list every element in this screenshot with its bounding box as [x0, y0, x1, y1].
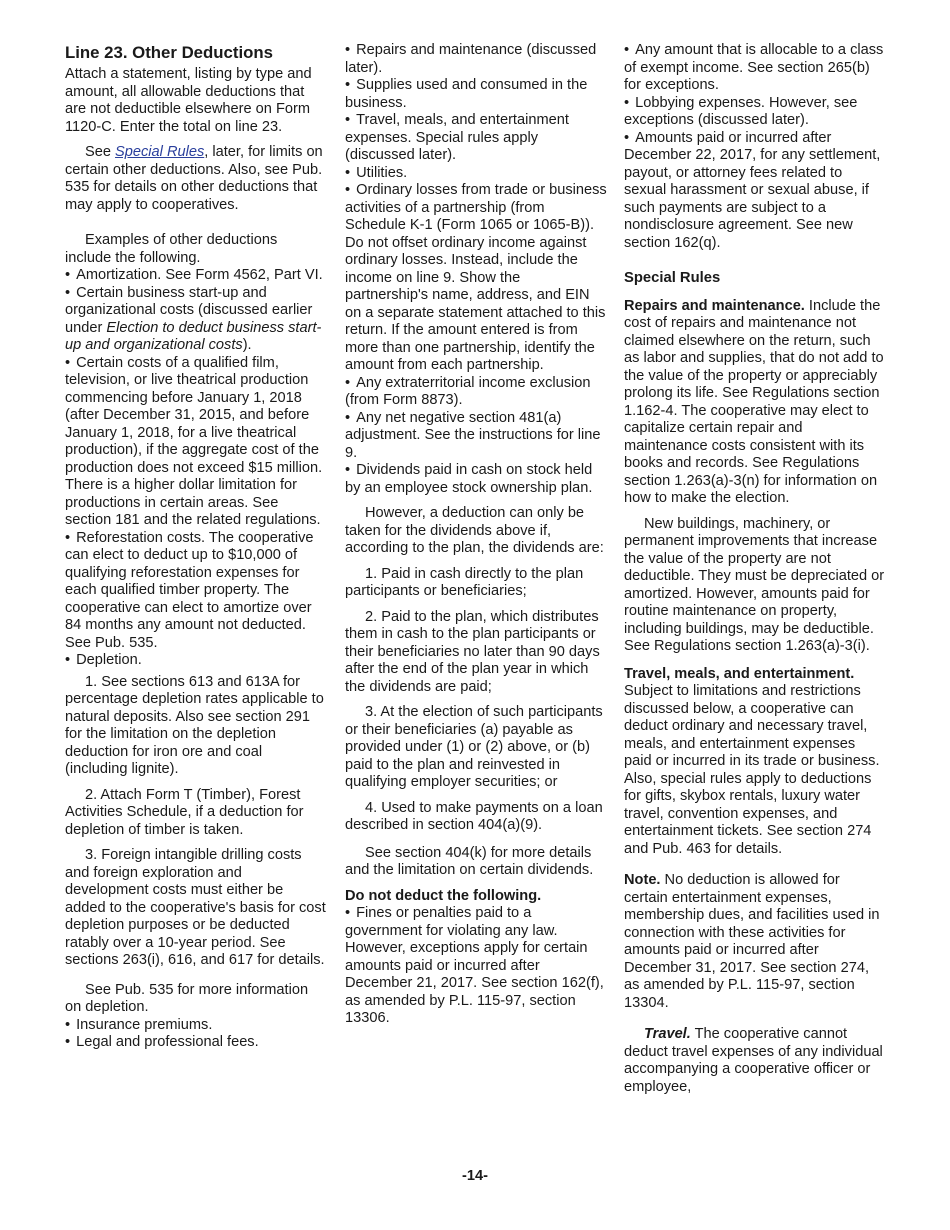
page-number: -14- [462, 1168, 488, 1184]
do-not-deduct-heading: Do not deduct the following. [345, 887, 542, 904]
repairs-text: Include the cost of repairs and maintenance not claimed elsewhere on the return, such as labor and supplies, that do not add to the value of the property or appreciably prolong its life. See Regulations section 1.162-4. The cooperative may elect to capitalize certain repair and maintenance costs consistent with its books and records. See Regulations section 1.263(a)-3(n) for information on how to make the election. [624, 297, 884, 506]
startup-italic-ref: Election to deduct business start-up and organizational costs [65, 319, 322, 353]
see-404k-paragraph: See section 404(k) for more details and the limitation on certain dividends. [345, 844, 594, 878]
bullet-supplies: • Supplies used and consumed in the business. [345, 77, 607, 112]
bullet-lobbying: • Lobbying expenses. However, see exceptions (discussed later). [624, 95, 886, 130]
bullet-insurance: • Insurance premiums. [65, 1017, 327, 1035]
dividend-condition-4: 4. Used to make payments on a loan described in section 404(a)(9). [345, 799, 603, 833]
bullet-legal-fees: • Legal and professional fees. [65, 1034, 327, 1052]
bullet-repairs: • Repairs and maintenance (discussed later). [345, 42, 607, 77]
examples-paragraph: Examples of other deductions include the following. [65, 232, 278, 266]
dividend-condition-3: 3. At the election of such participants or their beneficiaries (a) payable as provided under (1) or (2) above, or (b) paid to the plan and reinvested in qualifying employer securities; or [345, 704, 603, 790]
bullet-film-costs: • Certain costs of a qualified film, television, or live theatrical production commencing before January 1, 2018 (after December 31, 2015, and before January 1, 2018, for a live theatrical production), if the aggregate cost of the production does not exceed $15 million. There is a higher dollar limitation for productions in certain areas. See section 181 and the related regulations. [65, 355, 327, 530]
bullet-harassment-settlements: • Amounts paid or incurred after December 22, 2017, for any settlement, payout, or attorney fees related to sexual harassment or sexual abuse, if such payments are subject to a nondisclosure agreement. See new section 162(q). [624, 130, 886, 253]
note-label: Note. [624, 872, 661, 888]
however-paragraph: However, a deduction can only be taken for the dividends above if, according to the plan, the dividends are: [345, 505, 604, 556]
see-special-rules-paragraph [65, 144, 327, 214]
column-3 [624, 42, 886, 1104]
see-prefix: See [85, 144, 116, 160]
section-heading-line-23: Line 23. Other Deductions [65, 43, 273, 62]
note-text: No deduction is allowed for certain entertainment expenses, membership dues, and facilities used in connection with these activities for amounts paid or incurred after December 31, 2017. See section 274, as amended by P.L. 115-97, section 13304. [624, 872, 880, 1011]
bullet-reforestation: • Reforestation costs. The cooperative can elect to deduct up to $10,000 of qualifying reforestation expenses for each qualified timber property. The cooperative can elect to amortize over 84 months any amount not deducted. See Pub. 535. [65, 530, 327, 653]
intro-paragraph: Attach a statement, listing by type and amount, all allowable deductions that are not deductible elsewhere on Form 1120-C. Enter the total on line 23. [65, 66, 312, 135]
startup-text-end: ). [242, 337, 252, 353]
bullet-utilities: • Utilities. [345, 165, 607, 183]
startup-text: Certain business start-up and organizational costs (discussed earlier under [65, 284, 313, 336]
travel-paragraph [624, 1026, 886, 1096]
bullet-extraterritorial: • Any extraterritorial income exclusion (from Form 8873). [345, 375, 607, 410]
travel-subheading: Travel. [644, 1026, 691, 1042]
depletion-item-2: 2. Attach Form T (Timber), Forest Activities Schedule, if a deduction for depletion of timber is taken. [65, 786, 304, 838]
depletion-item-1: 1. See sections 613 and 613A for percentage depletion rates applicable to natural deposits. Also see section 291 for the limitation on the depletion deduction for iron ore and coal (including lignite). [65, 673, 324, 777]
repairs-subheading: Repairs and maintenance. [624, 297, 805, 314]
bullet-esop-dividends: • Dividends paid in cash on stock held by an employee stock ownership plan. [345, 462, 607, 497]
bullet-fines: • Fines or penalties paid to a government for violating any law. However, exceptions apply for certain amounts paid or incurred after December 21, 2017. See section 162(f), as amended by P.L. 115-97, section 13306. [345, 905, 607, 1028]
travel-meals-paragraph [624, 666, 886, 859]
see-suffix: , later, for limits on certain other deductions. Also, see Pub. 535 for details on other deductions that may apply to cooperatives. [65, 144, 323, 213]
new-buildings-paragraph: New buildings, machinery, or permanent improvements that increase the value of the property are not deductible. They must be depreciated or amortized. However, amounts paid for routine maintenance on property, including buildings, may be deductible. See Regulations section 1.263(a)-3(i). [624, 515, 885, 654]
bullet-travel: • Travel, meals, and entertainment expenses. Special rules apply (discussed later). [345, 112, 607, 165]
special-rules-heading: Special Rules [624, 270, 721, 286]
bullet-481a: • Any net negative section 481(a) adjustment. See the instructions for line 9. [345, 410, 607, 463]
travel-meals-text: Subject to limitations and restrictions discussed below, a cooperative can deduct ordinary and necessary travel, meals, and entertainment expenses paid or incurred in its trade or business. Also, special rules apply to deductions for gifts, skybox rentals, luxury water travel, convention expenses, and entertainment tickets. See section 274 and Pub. 463 for details. [624, 683, 880, 857]
special-rules-link[interactable]: Special Rules [115, 144, 205, 160]
bullet-partnership-losses: • Ordinary losses from trade or business activities of a partnership (from Schedule K-1 (Form 1065 or 1065-B)). Do not offset ordinary income against ordinary losses. Instead, include the income on line 9. Show the partnership's name, address, and EIN on a separate statement attached to this return. If the amount entered is from more than one partnership, identify the amount from each partnership. [345, 182, 607, 375]
dividend-condition-2: 2. Paid to the plan, which distributes them in cash to the plan participants or their beneficiaries no later than 90 days after the end of the plan year in which the dividends are paid; [345, 608, 600, 695]
column-2 [345, 42, 607, 1028]
column-1 [65, 42, 327, 1052]
bullet-exempt-income: • Any amount that is allocable to a class of exempt income. See section 265(b) for exceptions. [624, 42, 886, 95]
bullet-startup-costs [65, 285, 327, 355]
bullet-amortization: • Amortization. See Form 4562, Part VI. [65, 267, 327, 285]
depletion-item-3: 3. Foreign intangible drilling costs and foreign exploration and development costs must either be added to the cooperative's basis for cost depletion purposes or be deducted ratably over a 10-year period. See sections 263(i), 616, and 617 for details. [65, 847, 326, 968]
travel-text: The cooperative cannot deduct travel expenses of any individual accompanying a cooperative officer or employee, [624, 1026, 883, 1095]
travel-meals-subheading: Travel, meals, and entertainment. [624, 665, 855, 682]
note-paragraph [624, 872, 886, 1012]
dividend-condition-1: 1. Paid in cash directly to the plan participants or beneficiaries; [345, 565, 584, 599]
repairs-paragraph [624, 298, 886, 508]
see-pub-535-paragraph: See Pub. 535 for more information on depletion. [65, 981, 309, 1015]
bullet-depletion: • Depletion. [65, 652, 327, 670]
